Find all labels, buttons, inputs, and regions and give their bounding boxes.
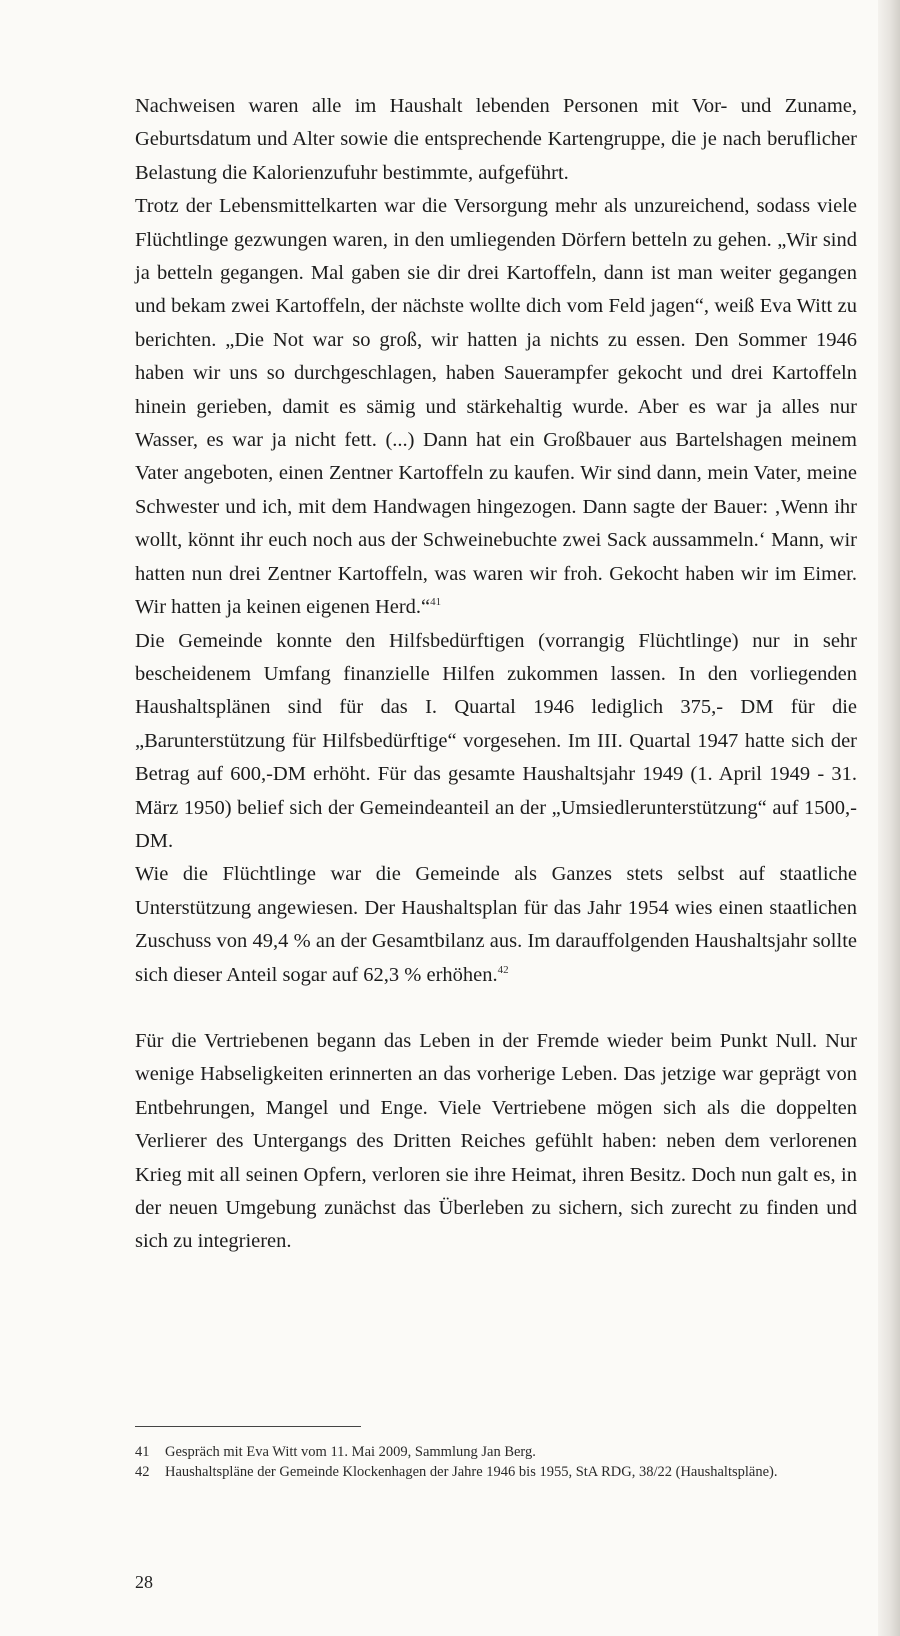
footnote-divider: [135, 1426, 361, 1427]
footnote-number: 42: [135, 1464, 150, 1480]
paragraph-state-subsidy: [135, 858, 857, 992]
footnote-reference[interactable]: 41: [430, 596, 442, 609]
footnote-reference[interactable]: 42: [497, 963, 509, 976]
paragraph-text: Für die Vertriebenen begann das Leben in der Fremde wieder beim Punkt Null. Nur wenige Habseligkeiten erinnerten an das vorherige Leben. Das jetzige war geprägt von Entbehrungen, Mangel und Enge. Viele Vertriebene mögen sich als die doppelten Verlierer des Untergangs des Dritten Reiches gefühlt haben: neben dem verlorenen Krieg mit all seinen Opfern, verloren sie ihre Heimat, ihren Besitz. Doch nun galt es, in der neuen Umgebung zunächst das Überleben zu sichern, sich zurecht zu finden und sich zu integrieren.: [135, 1029, 857, 1253]
footnote-41: [135, 1442, 855, 1462]
paragraph-text: Wie die Flüchtlinge war die Gemeinde als Ganzes stets selbst auf staatliche Unterstützung angewiesen. Der Haushaltsplan für das Jahr 1954 wies einen staatlichen Zuschuss von 49,4 % an der Gesamtbilanz aus. Im darauffolgenden Haushaltsjahr sollte sich dieser Anteil sogar auf 62,3 % erhöhen.: [135, 863, 857, 986]
paragraph-conclusion: [135, 1025, 857, 1259]
footnote-text: Haushaltspläne der Gemeinde Klockenhagen der Jahre 1946 bis 1955, StA RDG, 38/22 (Haushaltspläne).: [165, 1464, 778, 1480]
body-text: [135, 90, 857, 1259]
footnote-text: Gespräch mit Eva Witt vom 11. Mai 2009, Sammlung Jan Berg.: [165, 1444, 536, 1460]
paragraph-text: Nachweisen waren alle im Haushalt lebenden Personen mit Vor- und Zuname, Geburtsdatum und Alter sowie die entsprechende Kartengruppe, die je nach beruflicher Belastung die Kalorienzufuhr bestimmte, aufgeführt.: [135, 95, 857, 184]
footnote-number: 41: [135, 1444, 150, 1460]
paragraph-begging-testimony: [135, 190, 857, 624]
paragraph-text: Trotz der Lebensmittelkarten war die Versorgung mehr als unzureichend, sodass viele Flüchtlinge gezwungen waren, in den umliegenden Dörfern betteln zu gehen. „Wir sind ja betteln gegangen. Mal gaben sie dir drei Kartoffeln, dann ist man weiter gegangen und bekam zwei Kartoffeln, der nächste wollte dich vom Feld jagen“, weiß Eva Witt zu berichten. „Die Not war so groß, wir hatten ja nichts zu essen. Den Sommer 1946 haben wir uns so durchgeschlagen, haben Sauerampfer gekocht und drei Kartoffeln hinein gerieben, damit es sämig und stärkehaltig wurde. Aber es war ja alles nur Wasser, es war ja nicht fett. (...) Dann hat ein Großbauer aus Bartelshagen meinem Vater angeboten, einen Zentner Kartoffeln zu kaufen. Wir sind dann, mein Vater, meine Schwester und ich, mit dem Handwagen hingezogen. Dann sagte der Bauer: ‚Wenn ihr wollt, könnt ihr euch noch aus der Schweinebuchte zwei Sack aussammeln.‘ Mann, wir hatten nun drei Zentner Kartoffeln, was waren wir froh. Gekocht haben wir im Eimer. Wir hatten ja keinen eigenen Herd.“: [135, 195, 857, 619]
footnote-42: [135, 1462, 855, 1482]
paragraph-ration-records: [135, 90, 857, 190]
page-edge-shadow: [878, 0, 900, 1636]
page-number: 28: [135, 1572, 153, 1592]
paragraph-text: Die Gemeinde konnte den Hilfsbedürftigen (vorrangig Flüchtlinge) nur in sehr bescheidenem Umfang finanzielle Hilfen zukommen lassen. In den vorliegenden Haushaltsplänen sind für das I. Quartal 1946 lediglich 375,- DM für die „Barunterstützung für Hilfsbedürftige“ vorgesehen. Im III. Quartal 1947 hatte sich der Betrag auf 600,-DM erhöht. Für das gesamte Haushaltsjahr 1949 (1. April 1949 - 31. März 1950) belief sich der Gemeindeanteil an der „Umsiedlerunterstützung“ auf 1500,- DM.: [135, 629, 857, 852]
paragraph-financial-aid: [135, 625, 857, 859]
footnotes: [135, 1442, 855, 1482]
